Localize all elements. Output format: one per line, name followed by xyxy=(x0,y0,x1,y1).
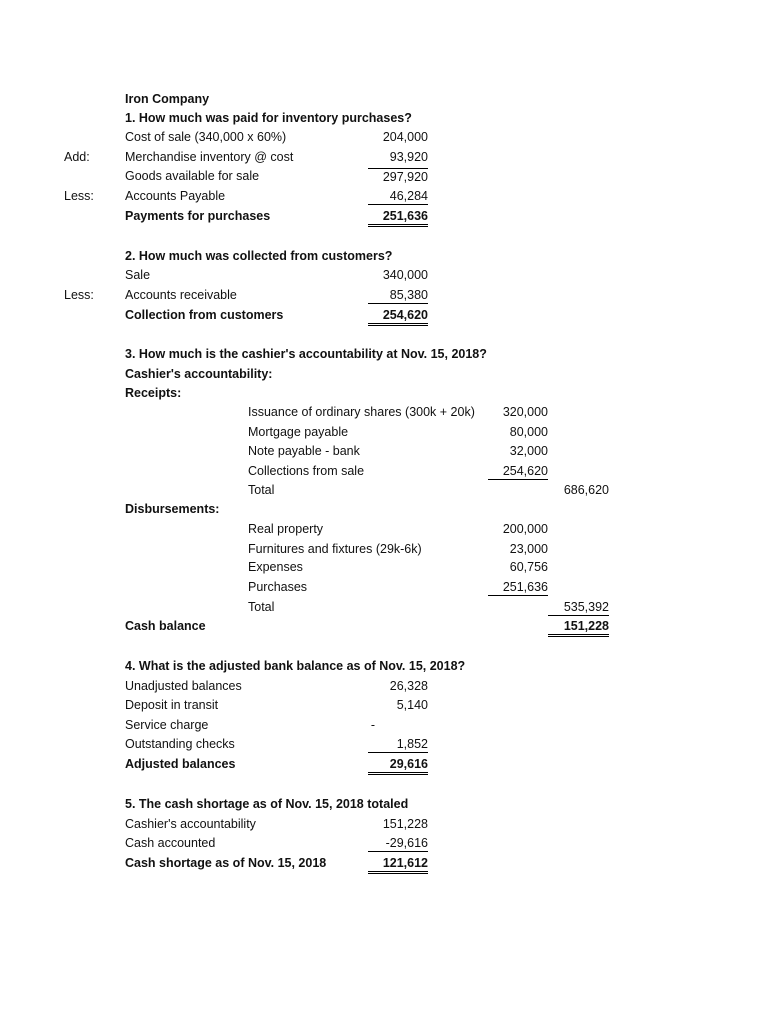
disbursement-value: 200,000 xyxy=(502,522,548,536)
q5-row-value: 151,228 xyxy=(382,817,428,831)
receipts-total-value: 686,620 xyxy=(563,483,609,497)
disbursement-label: Real property xyxy=(248,522,324,536)
q2-question: 2. How much was collected from customers? xyxy=(125,249,393,263)
q1-row-prefix: Add: xyxy=(64,150,90,164)
disbursement-value: 60,756 xyxy=(509,560,548,574)
receipt-value: 320,000 xyxy=(502,405,548,419)
q4-row-label: Adjusted balances xyxy=(125,757,236,771)
q1-row-value: 93,920 xyxy=(389,150,428,164)
q1-question: 1. How much was paid for inventory purchases? xyxy=(125,111,412,125)
q2-row-value: 340,000 xyxy=(382,268,428,282)
q4-row-label: Unadjusted balances xyxy=(125,679,242,693)
q1-row-prefix: Less: xyxy=(64,189,94,203)
q1-row-value: 251,636 xyxy=(368,208,428,227)
disbursement-value: 23,000 xyxy=(509,542,548,556)
q5-row-label: Cashier's accountability xyxy=(125,817,256,831)
q2-row-label: Collection from customers xyxy=(125,308,284,322)
q5-row-value: 121,612 xyxy=(368,855,428,874)
q4-row-value: 5,140 xyxy=(396,698,428,712)
receipts-total-label: Total xyxy=(248,483,275,497)
receipt-label: Collections from sale xyxy=(248,464,365,478)
q5-row-label: Cash accounted xyxy=(125,836,216,850)
receipt-value: 80,000 xyxy=(509,425,548,439)
disbursement-label: Expenses xyxy=(248,560,303,574)
q5-question: 5. The cash shortage as of Nov. 15, 2018 totaled xyxy=(125,797,409,811)
receipt-label: Issuance of ordinary shares (300k + 20k) xyxy=(248,405,475,419)
q1-row-label: Payments for purchases xyxy=(125,209,271,223)
q4-question: 4. What is the adjusted bank balance as of Nov. 15, 2018? xyxy=(125,659,466,673)
q4-row-label: Deposit in transit xyxy=(125,698,219,712)
disbursement-label: Furnitures and fixtures (29k-6k) xyxy=(248,542,422,556)
receipts-heading: Receipts: xyxy=(125,386,182,400)
disbursements-total-label: Total xyxy=(248,600,275,614)
disbursements-total-value: 535,392 xyxy=(548,599,609,616)
disbursement-value: 251,636 xyxy=(488,579,548,596)
q1-row-label: Cost of sale (340,000 x 60%) xyxy=(125,130,287,144)
receipt-value: 254,620 xyxy=(488,463,548,480)
q5-row-label: Cash shortage as of Nov. 15, 2018 xyxy=(125,856,327,870)
receipt-value: 32,000 xyxy=(509,444,548,458)
q3-subtitle: Cashier's accountability: xyxy=(125,367,273,381)
q1-row-label: Goods available for sale xyxy=(125,169,260,183)
company-name: Iron Company xyxy=(125,92,210,106)
q1-row-value: 204,000 xyxy=(382,130,428,144)
q2-row-value: 85,380 xyxy=(368,287,428,304)
q4-row-value: 26,328 xyxy=(389,679,428,693)
receipt-label: Note payable - bank xyxy=(248,444,360,458)
q4-row-label: Service charge xyxy=(125,718,209,732)
q5-row-value: -29,616 xyxy=(368,835,428,852)
q1-row-value: 46,284 xyxy=(368,188,428,205)
cash-balance-label: Cash balance xyxy=(125,619,206,633)
q4-row-value: - xyxy=(370,718,375,732)
q2-row-value: 254,620 xyxy=(368,307,428,326)
disbursement-label: Purchases xyxy=(248,580,308,594)
q4-row-value: 29,616 xyxy=(368,756,428,775)
q4-row-label: Outstanding checks xyxy=(125,737,235,751)
q1-row-label: Accounts Payable xyxy=(125,189,226,203)
q1-row-value: 297,920 xyxy=(368,168,428,185)
q2-row-label: Sale xyxy=(125,268,151,282)
disbursements-heading: Disbursements: xyxy=(125,502,220,516)
cash-balance-value: 151,228 xyxy=(548,618,609,637)
q2-row-prefix: Less: xyxy=(64,288,94,302)
q3-question: 3. How much is the cashier's accountability at Nov. 15, 2018? xyxy=(125,347,487,361)
receipt-label: Mortgage payable xyxy=(248,425,349,439)
q2-row-label: Accounts receivable xyxy=(125,288,237,302)
q1-row-label: Merchandise inventory @ cost xyxy=(125,150,294,164)
q4-row-value: 1,852 xyxy=(368,736,428,753)
